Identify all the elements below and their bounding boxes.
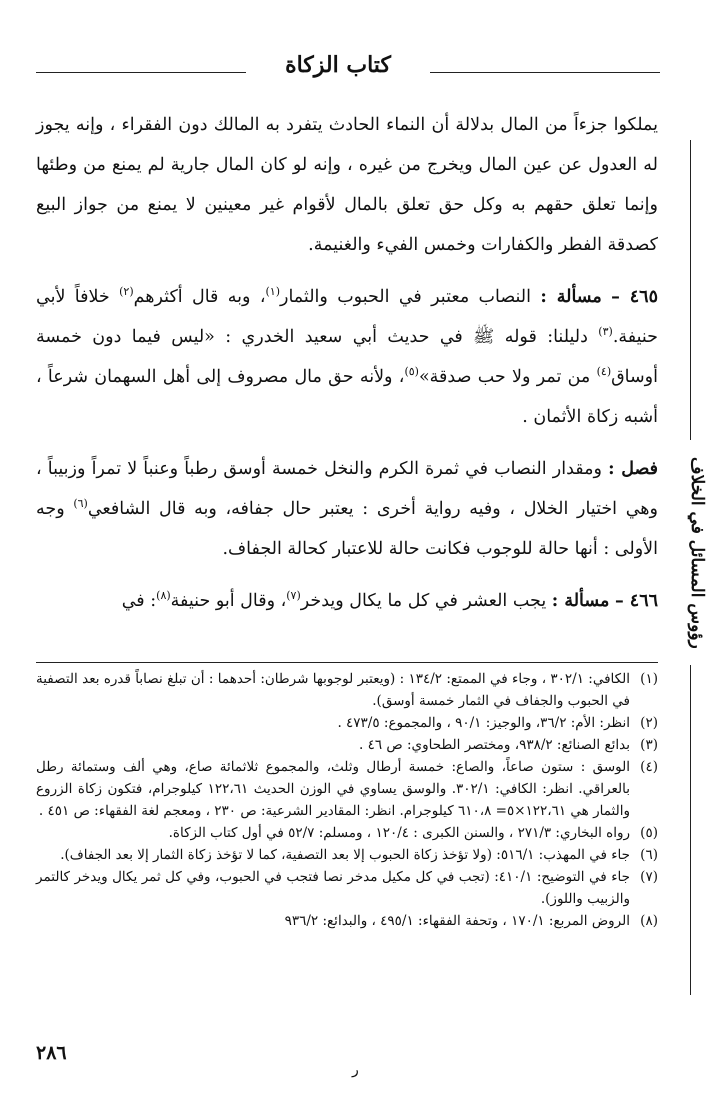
footnote-item [36, 668, 658, 712]
fasl-text: ومقدار النصاب في ثمرة الكرم والنخل خمسة أوسق رطباً وعنباً لا تمراً وزبيباً ، وهي اختيار الخلال ، وفيه رواية أخرى : يعتبر حال جفافه، وبه قال الشافعي [36, 459, 658, 519]
issue-text: ، ولأنه حق مال مصروف إلى أهل السهمان شرعاً ، أشبه زكاة الأثمان . [36, 367, 658, 427]
main-text [36, 105, 658, 621]
side-rule-bottom [690, 665, 691, 995]
issue-text: ، وبه قال أكثرهم [133, 287, 266, 307]
header-rule-left [36, 72, 246, 73]
footnote-item [36, 756, 658, 822]
issue-text: : في [121, 591, 157, 611]
footnote-text: بدائع الصنائع: ٩٣٨/٢، ومختصر الطحاوي: ص ٤٦ . [359, 737, 630, 753]
footnote-text: الوسق : ستون صاعاً، والصاع: خمسة أرطال وثلث، والمجموع ثلاثمائة صاع، وهي ألف وستمائة رطل بالعراقي. انظر: الكافي: ٣٠٢/١. والوسق يساوي في الوزن الحديث ١٢٢،٦١ كيلوجرام، فتكون زكاة الزروع والثمار هي ١٢٢،٦١×٥= ٦١٠،٨ كيلوجرام. انظر: المقادير الشرعية: ص ٢٣٠ ، ومعجم لغة الفقهاء: ص ٤٥١ . [36, 759, 631, 819]
footnotes [36, 668, 658, 932]
footnote-ref: (١) [265, 285, 281, 299]
page-number: ٢٨٦ [36, 1042, 67, 1064]
footnote-ref: (٤) [596, 365, 612, 379]
footnote-text: رواه البخاري: ٢٧١/٣ ، والسنن الكبرى : ١٢٠/٤ ، ومسلم: ٥٢/٧ في أول كتاب الزكاة. [168, 825, 630, 841]
running-header-title: كتاب الزكاة [285, 52, 391, 78]
fasl-text: وجه الأولى : أنها حالة للوجوب فكانت حالة للاعتبار كحالة الجفاف. [36, 499, 658, 559]
side-rule-top [690, 140, 691, 440]
footnote-ref: (٣) [598, 325, 613, 339]
footnote-item [36, 734, 658, 756]
footnote-item [36, 822, 658, 844]
footnote-separator [36, 662, 658, 663]
footnote-number: (٨) [640, 913, 658, 929]
issue-number: ٤٦٦ – [614, 591, 658, 611]
section-fasl [36, 449, 658, 569]
footnote-number: (٦) [640, 847, 658, 863]
footnote-text: جاء في المهذب: ٥١٦/١: (ولا تؤخذ زكاة الحبوب إلا بعد التصفية، كما لا تؤخذ زكاة الثمار إلا بعد الجفاف). [60, 847, 630, 863]
issue-text: النصاب معتبر في الحبوب والثمار [280, 287, 532, 307]
footnote-text: جاء في التوضيح: ٤١٠/١: (تجب في كل مكيل مدخر نصا فتجب في الحبوب، وفي كل ثمر يكال ويدخر كالتمر والزبيب واللوز). [36, 869, 630, 907]
fasl-keyword: فصل : [608, 459, 658, 479]
footnote-number: (٢) [640, 715, 658, 731]
issue-text: ، وقال أبو حنيفة [170, 591, 287, 611]
issue-text: خلافاً لأبي حنيفة. [36, 287, 658, 347]
footnote-number: (٤) [640, 759, 658, 775]
footnote-ref: (٦) [73, 497, 88, 511]
footnote-number: (٧) [640, 869, 658, 885]
issue-465 [36, 277, 658, 437]
book-side-title: رؤوس المسائل في الخلاف [687, 456, 707, 649]
footnote-item [36, 844, 658, 866]
header-rule-right [430, 72, 660, 73]
paragraph-continuation: يملكوا جزءاً من المال بدلالة أن النماء الحادث يتفرد به المالك دون الفقراء ، وإنه يجوز له العدول عن عين المال ويخرج من غيره ، وإنه لو كان المال جارية لم يمنع من وطئها وإنما تعلق حقهم به وكل حق تعلق بالمال لأقوام غير معينين لا يمنع من جواز البيع كصدقة الفطر والكفارات وخمس الفيء والغنيمة. [36, 115, 658, 255]
footnote-ref: (٥) [404, 365, 419, 379]
footnote-item [36, 910, 658, 932]
footnote-text: الروض المربع: ١٧٠/١ ، وتحفة الفقهاء: ٤٩٥/١ ، والبدائع: ٩٣٦/٢ [284, 913, 630, 929]
footnote-text: الكافي: ٣٠٢/١ ، وجاء في الممتع: ١٣٤/٢ : (ويعتبر لوجوبها شرطان: أحدهما : أن تبلغ نصاباً قدره بعد التصفية في الحبوب والجفاف في الثمار خمسة أوسق). [36, 671, 630, 709]
issue-text: من تمر ولا حب صدقة» [418, 367, 591, 387]
issue-number: ٤٦٥ – [611, 287, 658, 307]
footnote-ref: (٧) [286, 589, 301, 603]
stray-ink-mark: ﺭ [352, 1062, 359, 1078]
footnote-item [36, 712, 658, 734]
footnote-text: انظر: الأم: ٣٦/٢، والوجيز: ٩٠/١ ، والمجموع: ٤٧٣/٥ . [337, 715, 630, 731]
issue-keyword: مسألة : [540, 287, 602, 307]
footnote-ref: (٢) [119, 285, 134, 299]
footnote-item [36, 866, 658, 910]
footnote-number: (٥) [640, 825, 658, 841]
footnote-number: (١) [640, 671, 658, 687]
issue-text: دليلنا: قوله ﷺ في حديث أبي سعيد الخدري : «ليس فيما دون خمسة أوساق [36, 327, 658, 387]
footnote-number: (٣) [640, 737, 658, 753]
issue-keyword: مسألة : [551, 591, 610, 611]
issue-text: يجب العشر في كل ما يكال ويدخر [300, 591, 547, 611]
footnote-ref: (٨) [156, 589, 171, 603]
issue-466 [36, 581, 658, 621]
